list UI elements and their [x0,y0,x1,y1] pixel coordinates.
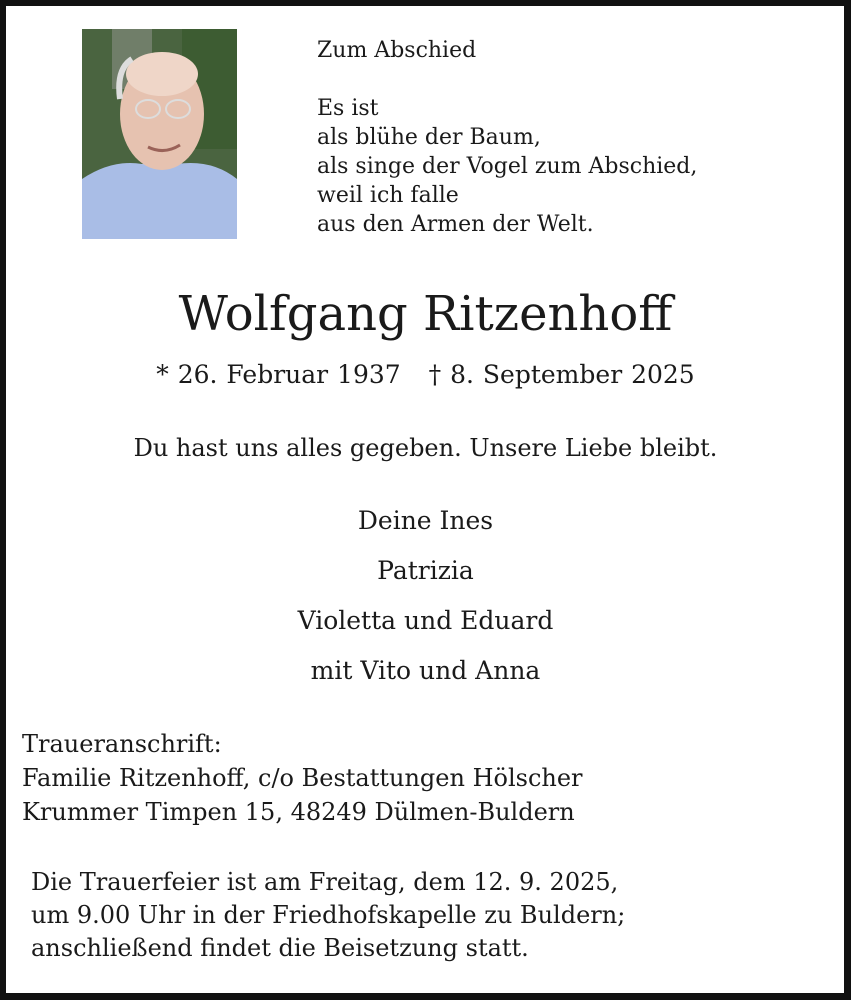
poem-line: als singe der Vogel zum Abschied, [317,154,698,179]
poem-title: Zum Abschied [317,38,477,63]
ceremony-line: um 9.00 Uhr in der Friedhofskapelle zu Buldern; [31,901,626,929]
ceremony-info [31,866,625,965]
deceased-name: Wolfgang Ritzenhoff [178,286,673,342]
family-member: Violetta und Eduard [297,606,554,635]
poem-line: als blühe der Baum, [317,125,541,150]
motto: Du hast uns alles gegeben. Unsere Liebe bleibt. [133,434,718,462]
family-member: Patrizia [377,556,474,585]
mourning-address [22,727,583,829]
address-line: Familie Ritzenhoff, c/o Bestattungen Hölscher [22,764,583,792]
address-line: Krummer Timpen 15, 48249 Dülmen-Buldern [22,798,575,826]
family-member: Deine Ines [357,506,494,535]
death-date: † 8. September 2025 [428,360,695,389]
poem-line: weil ich falle [317,183,459,208]
family-member: mit Vito und Anna [310,656,541,685]
address-label: Traueranschrift: [22,730,222,758]
ceremony-line: anschließend findet die Beisetzung statt. [31,934,529,962]
poem-line: aus den Armen der Welt. [317,212,594,237]
poem-line: Es ist [317,96,379,121]
ceremony-line: Die Trauerfeier ist am Freitag, dem 12. 9. 2025, [31,868,619,896]
portrait-photo [82,29,237,239]
birth-date: * 26. Februar 1937 [156,360,401,389]
life-dates [0,360,851,389]
poem [317,36,697,239]
